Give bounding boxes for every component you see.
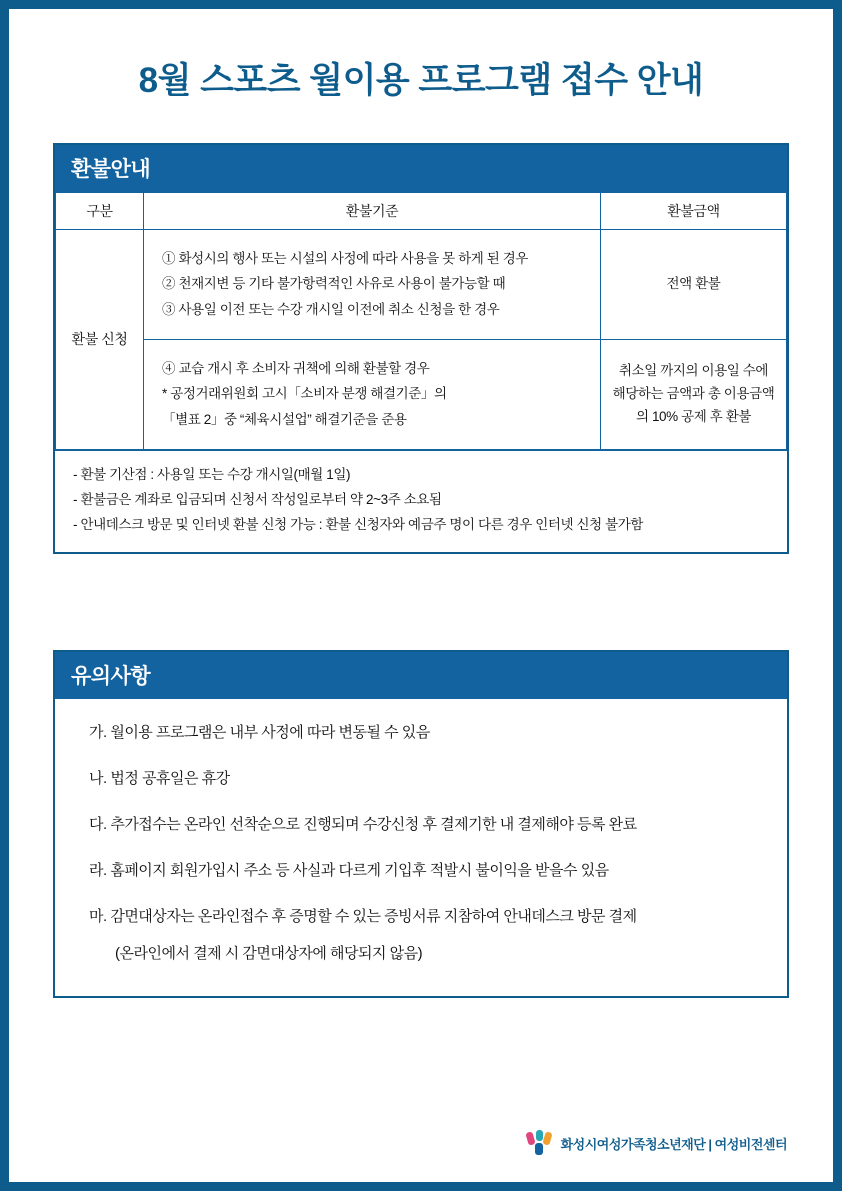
criteria-cell-1 xyxy=(144,229,601,339)
list-item-subtext: (온라인에서 결제 시 감면대상자에 해당되지 않음) xyxy=(115,944,423,962)
criteria-line: ② 천재지변 등 기타 불가항력적인 사유로 사용이 불가능할 때 xyxy=(162,276,506,292)
criteria-line: 「별표 2」중 “체육시설업” 해결기준을 준용 xyxy=(162,411,407,427)
criteria-cell-2 xyxy=(144,339,601,449)
list-item xyxy=(89,905,761,966)
list-item: 다. 추가접수는 온라인 선착순으로 진행되며 수강신청 후 결제기한 내 결제해야 등록 완료 xyxy=(89,815,637,833)
footer xyxy=(526,1130,787,1156)
refund-section xyxy=(53,143,789,554)
criteria-line: ④ 교습 개시 후 소비자 귀책에 의해 환불할 경우 xyxy=(162,360,430,376)
amount-cell-1: 전액 환불 xyxy=(601,229,787,339)
poster-content xyxy=(9,9,833,1182)
amount-cell-2: 취소일 까지의 이용일 수에 해당하는 금액과 총 이용금액의 10% 공제 후 환불 xyxy=(601,339,787,449)
row-label-refund-request: 환불 신청 xyxy=(56,229,144,449)
list-item-text: 마. 감면대상자는 온라인접수 후 증명할 수 있는 증빙서류 지참하여 안내데스크 방문 결제 xyxy=(89,907,637,925)
column-header-criteria: 환불기준 xyxy=(144,192,601,229)
cautions-body xyxy=(55,699,787,996)
refund-section-header: 환불안내 xyxy=(55,145,787,192)
table-header-row xyxy=(56,192,787,229)
list-item: 가. 월이용 프로그램은 내부 사정에 따라 변동될 수 있음 xyxy=(89,723,430,741)
refund-note: - 환불 기산점 : 사용일 또는 수강 개시일(매월 1일) xyxy=(73,466,351,482)
refund-note: - 환불금은 계좌로 입금되며 신청서 작성일로부터 약 2~3주 소요됨 xyxy=(73,491,442,507)
page-title: 8월 스포츠 월이용 프로그램 접수 안내 xyxy=(138,61,704,100)
criteria-line: ③ 사용일 이전 또는 수강 개시일 이전에 취소 신청을 한 경우 xyxy=(162,302,500,318)
footer-organization-name: 화성시여성가족청소년재단 | 여성비전센터 xyxy=(560,1136,787,1152)
cautions-section-header: 유의사항 xyxy=(55,652,787,699)
list-item: 라. 홈페이지 회원가입시 주소 등 사실과 다르게 기입후 적발시 불이익을 받을수 있음 xyxy=(89,861,609,879)
table-row xyxy=(56,229,787,339)
column-header-amount: 환불금액 xyxy=(601,192,787,229)
cautions-section xyxy=(53,650,789,998)
criteria-line: ① 화성시의 행사 또는 시설의 사정에 따라 사용을 못 하게 된 경우 xyxy=(162,250,528,266)
refund-note: - 안내데스크 방문 및 인터넷 환불 신청 가능 : 환불 신청자와 예금주 명이 다른 경우 인터넷 신청 불가함 xyxy=(73,516,644,532)
table-row xyxy=(56,339,787,449)
foundation-logo-icon xyxy=(526,1130,552,1156)
column-header-division: 구분 xyxy=(56,192,144,229)
cautions-list xyxy=(89,721,761,966)
list-item: 나. 법정 공휴일은 휴강 xyxy=(89,769,230,787)
refund-table xyxy=(55,192,787,450)
refund-notes xyxy=(55,450,787,552)
criteria-line: * 공정거래위원회 고시「소비자 분쟁 해결기준」의 xyxy=(162,386,447,402)
